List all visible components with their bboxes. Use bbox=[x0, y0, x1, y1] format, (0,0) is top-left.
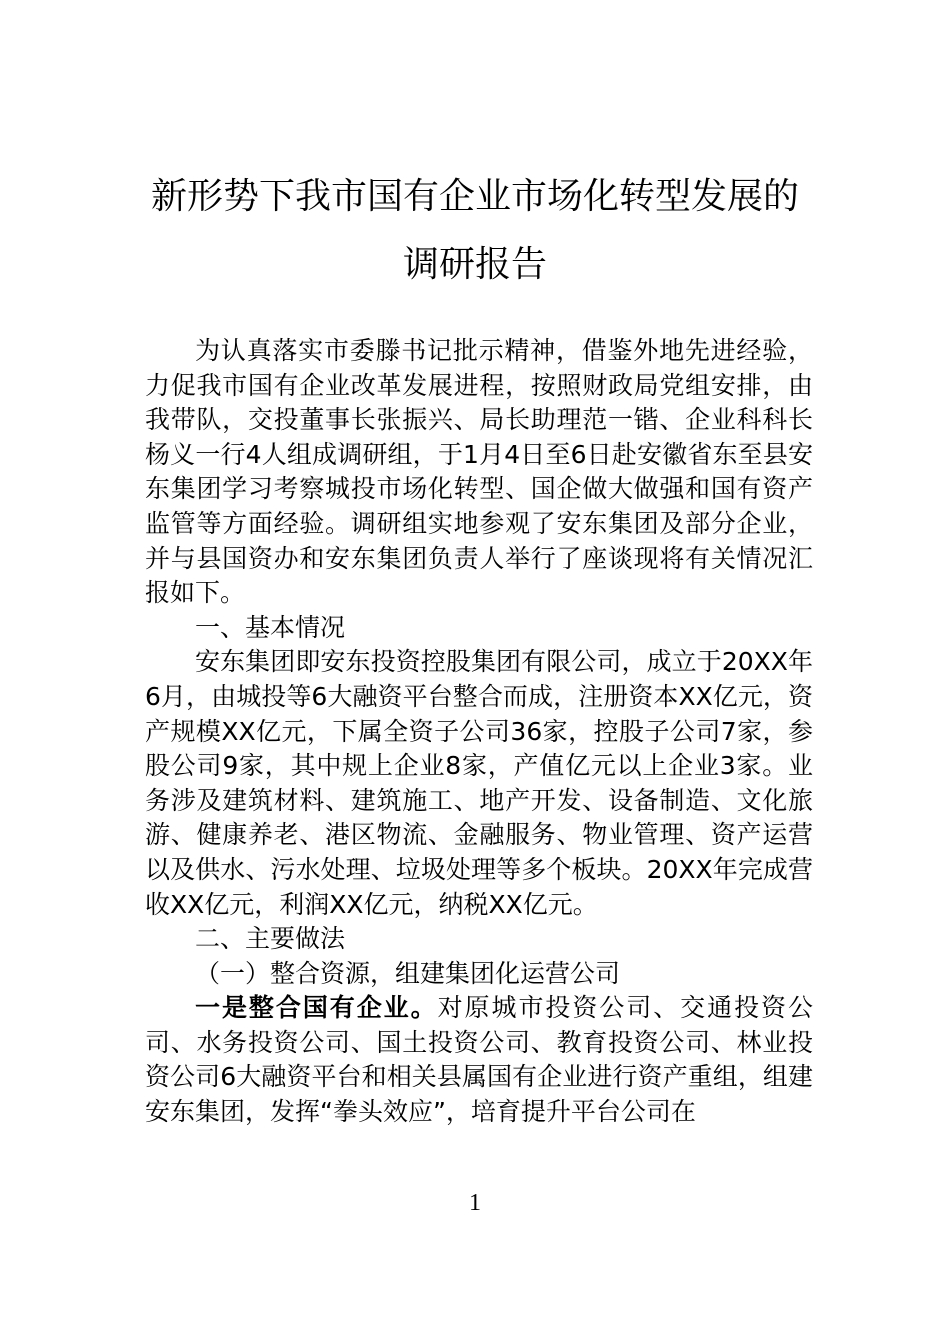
integrate-soe-lead: 一是整合国有企业。 bbox=[195, 993, 438, 1023]
intro-paragraph: 为认真落实市委滕书记批示精神，借鉴外地先进经验，力促我市国有企业改革发展进程，按照财政局党组安排，由我带队，交投董事长张振兴、局长助理范一锴、企业科科长杨义一行4人组成调研组，于1月4日至6日赴安徽省东至县安东集团学习考察城投市场化转型、国企做大做强和国有资产监管等方面经验。调研组实地参观了安东集团及部分企业，并与县国资办和安东集团负责人举行了座谈现将有关情况汇报如下。 bbox=[145, 336, 813, 608]
page-number: 1 bbox=[469, 1190, 481, 1216]
document-title-line-2: 调研报告 bbox=[402, 244, 547, 285]
section-heading-basic-situation: 一、基本情况 bbox=[195, 612, 346, 642]
integrate-soe-text: 对原城市投资公司、交通投资公司、水务投资公司、国土投资公司、教育投资公司、林业投资公司6大融资平台和相关县属国有企业进行资产重组，组建安东集团，发挥“拳头效应”，培育提升平台公司在 bbox=[145, 993, 813, 1127]
document-body bbox=[145, 334, 813, 1130]
document-title-line-1: 新形势下我市国有企业市场化转型发展的 bbox=[150, 176, 799, 217]
section-heading-main-practices: 二、主要做法 bbox=[195, 924, 346, 954]
basic-situation-paragraph: 安东集团即安东投资控股集团有限公司，成立于20XX年6月，由城投等6大融资平台整合而成，注册资本XX亿元，资产规模XX亿元，下属全资子公司36家，控股子公司7家，参股公司9家，其中规上企业8家，产值亿元以上企业3家。业务涉及建筑材料、建筑施工、地产开发、设备制造、文化旅游、健康养老、港区物流、金融服务、物业管理、资产运营以及供水、污水处理、垃圾处理等多个板块。20XX年完成营收XX亿元，利润XX亿元，纳税XX亿元。 bbox=[145, 647, 813, 919]
subsection-heading-integrate-resources: （一）整合资源，组建集团化运营公司 bbox=[195, 958, 621, 988]
integrate-soe-paragraph bbox=[145, 991, 813, 1129]
